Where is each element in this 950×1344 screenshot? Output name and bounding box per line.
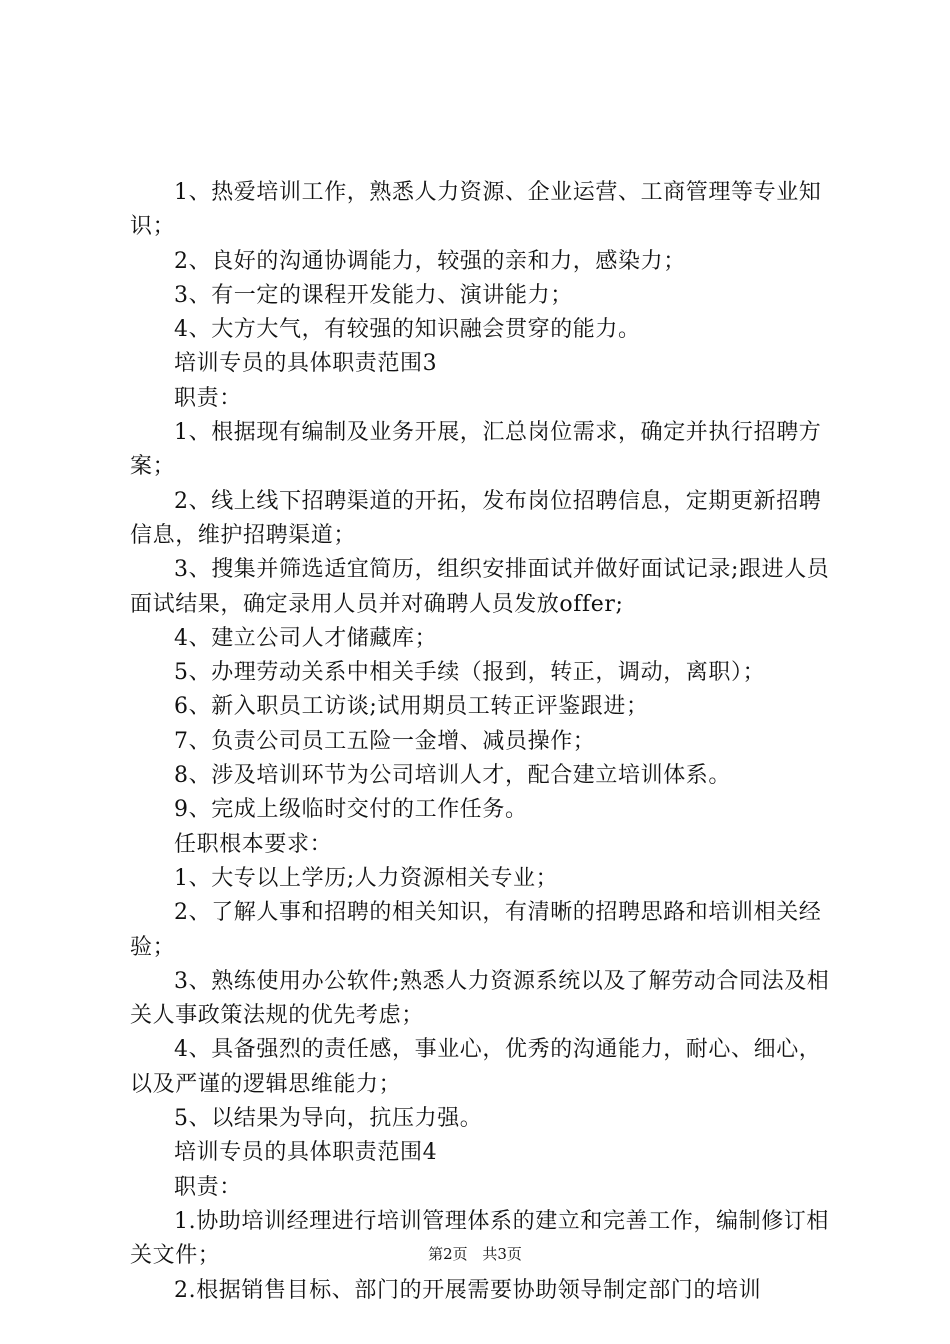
page-number: 第2页 [428, 1245, 468, 1263]
subheading: 职责： [174, 385, 242, 411]
paragraph: 8、涉及培训环节为公司培训人才，配合建立培训体系。 [174, 763, 731, 789]
paragraph: 2、线上线下招聘渠道的开拓，发布岗位招聘信息，定期更新招聘信息，维护招聘渠道； [130, 488, 822, 548]
paragraph: 3、熟练使用办公软件;熟悉人力资源系统以及了解劳动合同法及相关人事政策法规的优先考虑； [130, 968, 830, 1029]
paragraph: 4、具备强烈的责任感，事业心，优秀的沟通能力，耐心、细心，以及严谨的逻辑思维能力； [130, 1037, 822, 1097]
paragraph: 1、根据现有编制及业务开展，汇总岗位需求，确定并执行招聘方案； [130, 420, 822, 480]
paragraph: 2.根据销售目标、部门的开展需要协助领导制定部门的培训 [174, 1277, 762, 1303]
paragraph: 6、新入职员工访谈;试用期员工转正评鉴跟进； [174, 694, 649, 720]
paragraph: 1、热爱培训工作，熟悉人力资源、企业运营、工商管理等专业知识； [130, 180, 822, 240]
paragraph: 1、大专以上学历;人力资源相关专业； [174, 865, 559, 891]
section-heading: 培训专员的具体职责范围4 [174, 1140, 438, 1166]
paragraph: 2、良好的沟通协调能力，较强的亲和力，感染力； [174, 248, 686, 274]
paragraph: 7、负责公司员工五险一金增、减员操作； [174, 728, 596, 754]
document-body [130, 176, 830, 1308]
paragraph: 4、建立公司人才储藏库； [174, 625, 438, 651]
page-total: 共3页 [482, 1245, 522, 1263]
paragraph: 5、办理劳动关系中相关手续（报到，转正，调动，离职）； [174, 660, 766, 686]
paragraph: 3、有一定的课程开发能力、演讲能力； [174, 282, 573, 308]
paragraph: 9、完成上级临时交付的工作任务。 [174, 797, 528, 823]
paragraph: 5、以结果为导向，抗压力强。 [174, 1106, 483, 1132]
subheading: 职责： [174, 1174, 242, 1200]
paragraph: 1.协助培训经理进行培训管理体系的建立和完善工作，编制修订相关文件； [130, 1208, 829, 1269]
section-heading: 培训专员的具体职责范围3 [174, 351, 438, 377]
subheading: 任职根本要求： [174, 831, 333, 857]
paragraph: 3、搜集并筛选适宜简历，组织安排面试并做好面试记录;跟进人员面试结果，确定录用人员并对确聘人员发放offer; [130, 557, 830, 617]
page-footer [0, 1244, 950, 1264]
paragraph: 2、了解人事和招聘的相关知识，有清晰的招聘思路和培训相关经验； [130, 900, 822, 960]
paragraph: 4、大方大气，有较强的知识融会贯穿的能力。 [174, 317, 641, 343]
